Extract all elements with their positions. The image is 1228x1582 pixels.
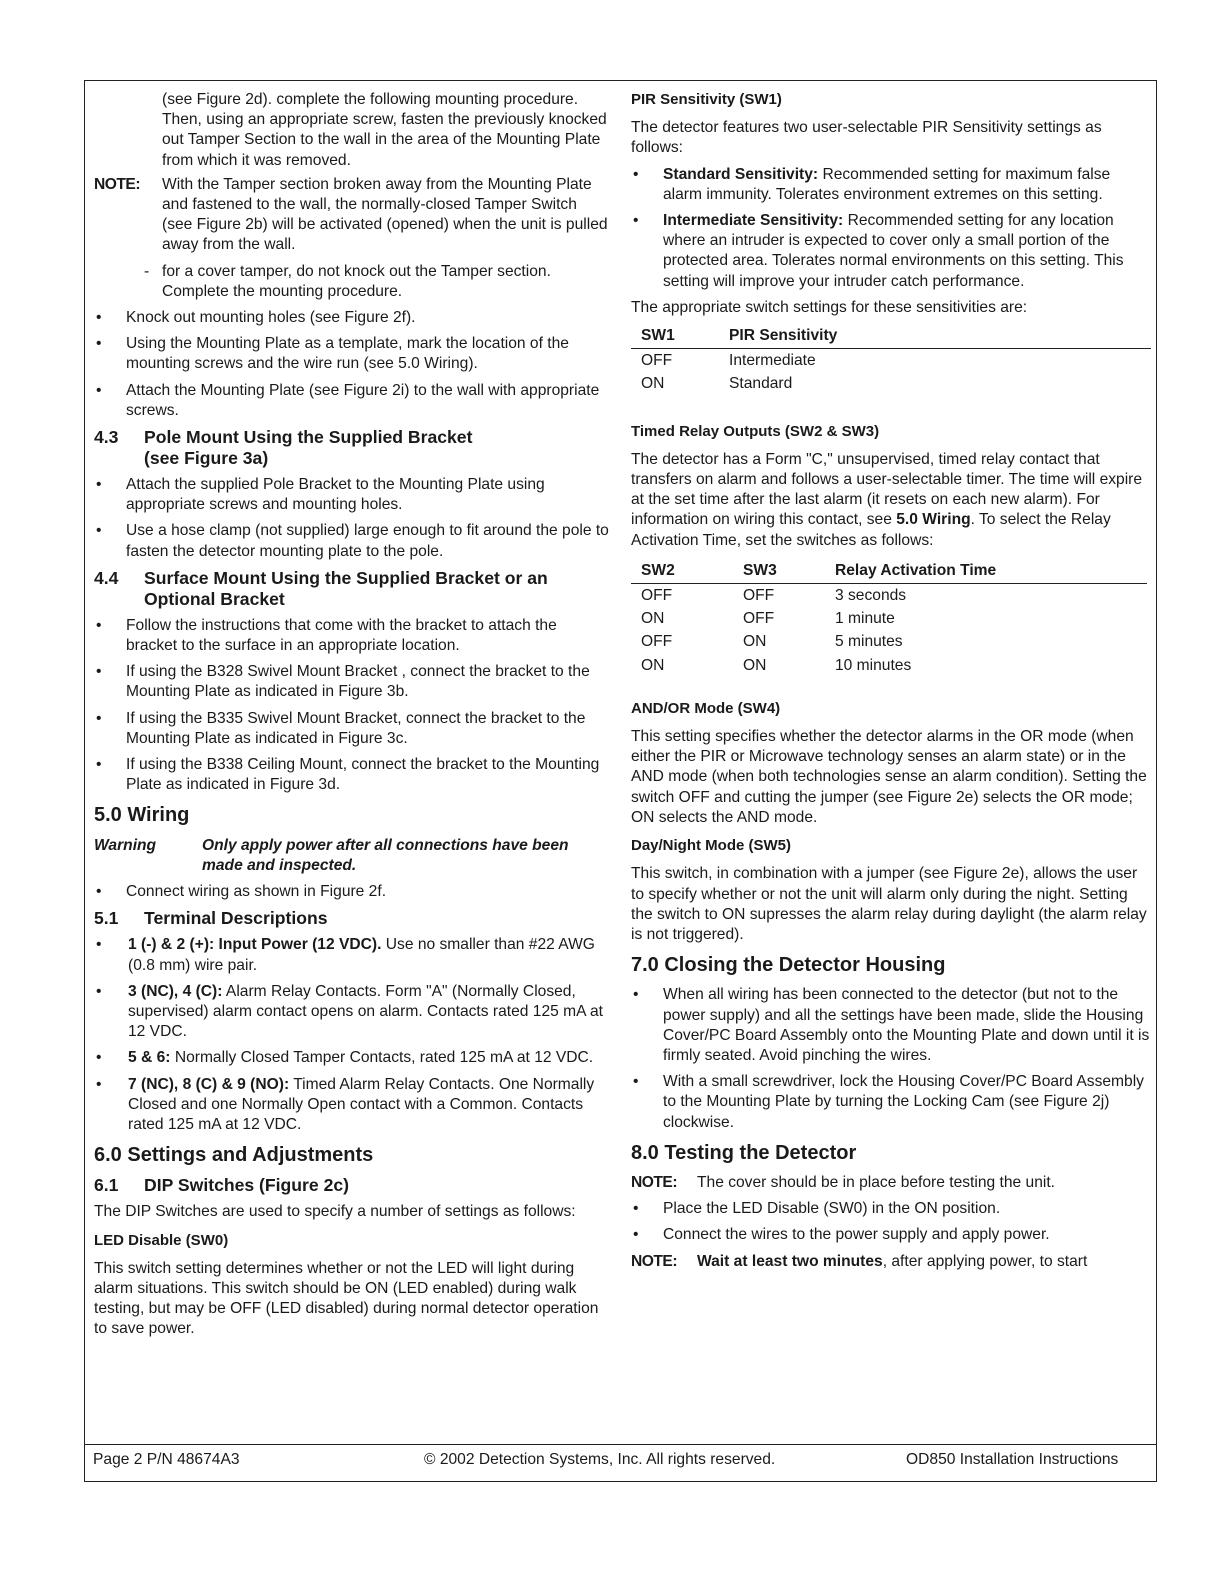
table-header: SW3 (733, 559, 825, 584)
intro-paragraph: (see Figure 2d). complete the following mounting procedure. Then, using an appropriate screw, fasten the previously knocked out Tamper Section to the wall in the area of the Mounting Plate from which it was removed. (162, 91, 607, 169)
table-header: PIR Sensitivity (719, 324, 1151, 349)
table-cell: OFF (641, 352, 673, 370)
note-text: With the Tamper section broken away from the Mounting Plate and fastened to the wall, the normally-closed Tamper Switch (see Figure 2b) will be activated (opened) when the unit is pulled away from the wall. (162, 175, 608, 254)
list-item: • If using the B328 Swivel Mount Bracket , connect the bracket to the Mounting Plate as indicated in Figure 3b. (96, 663, 590, 701)
section-number: 4.3 (94, 427, 119, 448)
footer-copyright: © 2002 Detection Systems, Inc. All rights reserved. (424, 1451, 776, 1468)
terminal-label: 7 (NC), 8 (C) & 9 (NO): (128, 1075, 290, 1093)
terminal-label: 5 & 6: (128, 1049, 171, 1067)
section-4-4-heading (94, 568, 609, 610)
note-label: NOTE: (94, 175, 141, 193)
section-6-1-heading (94, 1175, 609, 1196)
timed-text-part: . To select the Relay Activation Time, set the switches as follows: (631, 511, 1111, 549)
note-text: , after applying power, to start (882, 1252, 1088, 1270)
section-number: 5.1 (94, 908, 119, 929)
list-item: • If using the B338 Ceiling Mount, connect the bracket to the Mounting Plate as indicated in Figure 3d. (96, 756, 600, 794)
table-cell: 3 seconds (835, 587, 907, 605)
led-text: This switch setting determines whether or not the LED will light during alarm situations. This switch should be ON (LED enabled) during walk testing, but may be OFF (LED disabled) during normal detector operation to save power. (94, 1259, 599, 1338)
list-item: • Intermediate Sensitivity: Recommended setting for any location where an intruder is expected to cover only a small portion of the protected area. Tolerates normal environments on this setting. This setting will improve your intruder catch performance. (633, 212, 1124, 290)
terminal-item: • 1 (-) & 2 (+): Input Power (12 VDC). Use no smaller than #22 AWG (0.8 mm) wire pair. (96, 936, 595, 974)
section-number: 6.1 (94, 1175, 119, 1196)
list-item: • Attach the Mounting Plate (see Figure 2i) to the wall with appropriate screws. (96, 381, 600, 419)
table-header: Relay Activation Time (825, 559, 1147, 584)
list-item-text: Attach the supplied Pole Bracket to the Mounting Plate using appropriate screws and mounting holes. (126, 476, 545, 514)
table-cell: OFF (743, 610, 775, 628)
list-item: • Using the Mounting Plate as a template, mark the location of the mounting screws and the wire run (see 5.0 Wiring). (96, 335, 569, 373)
list-item: • Knock out mounting holes (see Figure 2f). (96, 309, 416, 327)
table-cell: 1 minute (835, 610, 895, 628)
terminal-text: Timed Alarm Relay Contacts. One Normally Closed and one Normally Open contact with a Common. Contacts rated 125 mA at 12 VDC. (128, 1075, 595, 1133)
section-title-cont: Optional Bracket (144, 588, 285, 609)
closing-heading: 7.0 Closing the Detector Housing (631, 954, 946, 977)
dash-text: for a cover tamper, do not knock out the Tamper section. Complete the mounting procedure. (162, 262, 551, 300)
footer-doc-title: OD850 Installation Instructions (906, 1451, 1119, 1468)
table-cell: 10 minutes (835, 656, 912, 674)
list-item-text: Recommended setting for maximum false alarm immunity. Tolerates environment extremes on this setting. (663, 165, 1111, 203)
table-header: SW2 (631, 559, 733, 584)
list-item-text: Attach the Mounting Plate (see Figure 2i) to the wall with appropriate screws. (126, 381, 600, 419)
note-text: The cover should be in place before testing the unit. (697, 1173, 1056, 1191)
left-column (94, 90, 609, 1346)
timed-text-part: The detector has a Form "C," unsupervised, timed relay contact that transfers on alarm and follows a user-selectable timer. The time will expire at the set time after the last alarm (it resets on each new alarm). For information on wiring this contact, see (631, 450, 1143, 529)
list-item: • Place the LED Disable (SW0) in the ON position. (633, 1200, 1001, 1218)
timed-text-ref: 5.0 Wiring (896, 511, 971, 529)
section-title: Pole Mount Using the Supplied Bracket (144, 427, 473, 448)
table-cell: ON (641, 610, 665, 628)
timed-text (631, 450, 1151, 551)
list-item-text: Use a hose clamp (not supplied) large enough to fit around the pole to fasten the detector mounting plate to the pole. (126, 522, 609, 560)
list-item-text: Knock out mounting holes (see Figure 2f). (126, 309, 416, 327)
timed-heading: Timed Relay Outputs (SW2 & SW3) (631, 422, 880, 440)
wiring-heading: 5.0 Wiring (94, 804, 190, 827)
terminal-text: Alarm Relay Contacts. Form "A" (Normally Closed, supervised) alarm contact opens on alarm. Contacts rated 125 mA at 12 VDC. (128, 982, 603, 1041)
list-item: • If using the B335 Swivel Mount Bracket, connect the bracket to the Mounting Plate as indicated in Figure 3c. (96, 709, 586, 747)
list-item-text: Using the Mounting Plate as a template, mark the location of the mounting screws and the wire run (see 5.0 Wiring). (126, 335, 569, 373)
table-cell: ON (743, 633, 767, 651)
note-label: NOTE: (631, 1252, 678, 1270)
table-cell: Intermediate (729, 352, 816, 370)
table-cell: ON (641, 375, 665, 393)
led-heading: LED Disable (SW0) (94, 1231, 229, 1249)
table-row (631, 607, 1147, 630)
note-label: NOTE: (631, 1173, 678, 1191)
section-title: Terminal Descriptions (144, 908, 328, 929)
list-item-text: With a small screwdriver, lock the Housing Cover/PC Board Assembly to the Mounting Plate by turning the Locking Cam (see Figure 2j) clockwise. (663, 1073, 1144, 1131)
dash-marker: - (144, 262, 150, 280)
pir-intro: The detector features two user-selectable PIR Sensitivity settings as follows: (631, 119, 1102, 157)
table-header-row (631, 324, 1151, 349)
list-item-label: Standard Sensitivity: (663, 165, 819, 183)
list-item-text: Recommended setting for any location where an intruder is expected to cover only a small portion of the protected area. Tolerates normal environments on this setting. This setting will improve your intruder catch performance. (663, 212, 1124, 290)
day-text: This switch, in combination with a jumper (see Figure 2e), allows the user to specify whether or not the unit will alarm only during the night. Setting the switch to ON supresses the alarm relay during daylight (the alarm relay is not triggered). (631, 865, 1147, 943)
table-header: SW1 (631, 324, 719, 349)
dip-intro: The DIP Switches are used to specify a number of settings as follows: (94, 1203, 576, 1221)
table-cell: OFF (641, 633, 673, 651)
terminal-text: Use no smaller than #22 AWG (0.8 mm) wire pair. (128, 936, 595, 974)
list-item: • Standard Sensitivity: Recommended setting for maximum false alarm immunity. Tolerates environment extremes on this setting. (633, 165, 1111, 203)
warning-label: Warning (94, 836, 157, 854)
section-title-cont: (see Figure 3a) (144, 448, 269, 469)
note-cover (631, 1173, 1151, 1193)
settings-heading: 6.0 Settings and Adjustments (94, 1144, 374, 1167)
list-item-text: Follow the instructions that come with the bracket to attach the bracket to the surface in an appropriate location. (126, 616, 557, 655)
andor-text: This setting specifies whether the detector alarms in the OR mode (when either the PIR or Microwave technology senses an alarm state) or in the AND mode (when both technologies sense an alarm condition). Setting the switch OFF and cutting the jumper (see Figure 2e) selects the OR mode; ON selects the AND mode. (631, 728, 1147, 826)
terminal-label: 3 (NC), 4 (C): (128, 982, 223, 1000)
section-title: DIP Switches (Figure 2c) (144, 1175, 349, 1196)
list-item: • When all wiring has been connected to the detector (but not to the power supply) and all the settings have been made, slide the Housing Cover/PC Board Assembly onto the Mounting Plate and down until it is firmly seated. Avoid pinching the wires. (633, 986, 1150, 1064)
note-bold: Wait at least two minutes (697, 1252, 883, 1270)
list-item-text: If using the B328 Swivel Mount Bracket , connect the bracket to the Mounting Plate as indicated in Figure 3b. (126, 663, 590, 701)
table-header-row (631, 559, 1147, 584)
list-item-text: If using the B338 Ceiling Mount, connect the bracket to the Mounting Plate as indicated in Figure 3d. (126, 756, 600, 794)
terminal-item: • 7 (NC), 8 (C) & 9 (NO): Timed Alarm Relay Contacts. One Normally Closed and one Normally Open contact with a Common. Contacts rated 125 mA at 12 VDC. (96, 1075, 595, 1133)
table-cell: 5 minutes (835, 633, 903, 651)
table-cell: OFF (641, 587, 673, 605)
table-cell: Standard (729, 375, 793, 393)
list-item: • Connect wiring as shown in Figure 2f. (96, 883, 387, 901)
list-item-text: Connect the wires to the power supply and apply power. (663, 1226, 1050, 1244)
section-number: 4.4 (94, 567, 119, 588)
pir-heading: PIR Sensitivity (SW1) (631, 91, 782, 108)
testing-heading: 8.0 Testing the Detector (631, 1141, 857, 1164)
list-item-text: When all wiring has been connected to the detector (but not to the power supply) and all the settings have been made, slide the Housing Cover/PC Board Assembly onto the Mounting Plate and down until it is firmly seated. Avoid pinching the wires. (663, 986, 1150, 1064)
note-tamper (94, 175, 609, 256)
right-column (631, 90, 1151, 1278)
dash-item (94, 262, 609, 302)
list-item-label: Intermediate Sensitivity: (663, 212, 844, 230)
list-item: • With a small screwdriver, lock the Housing Cover/PC Board Assembly to the Mounting Plate by turning the Locking Cam (see Figure 2j) clockwise. (633, 1073, 1144, 1131)
day-heading: Day/Night Mode (SW5) (631, 837, 791, 855)
table-row (631, 372, 1151, 395)
table-row (631, 630, 1147, 653)
list-item: • Use a hose clamp (not supplied) large enough to fit around the pole to fasten the detector mounting plate to the pole. (96, 522, 609, 560)
footer-rule (84, 1444, 1157, 1445)
terminal-label: 1 (-) & 2 (+): Input Power (12 VDC). (128, 936, 382, 954)
list-item: • Follow the instructions that come with the bracket to attach the bracket to the surface in an appropriate location. (96, 616, 557, 655)
terminal-item: • 5 & 6: Normally Closed Tamper Contacts, rated 125 mA at 12 VDC. (96, 1049, 594, 1067)
section-4-3-heading (94, 427, 609, 469)
footer-page: Page 2 P/N 48674A3 (93, 1451, 240, 1468)
table-cell: OFF (743, 587, 775, 605)
list-item-text: Connect wiring as shown in Figure 2f. (126, 883, 387, 901)
table-cell: ON (641, 656, 665, 674)
table-cell: ON (743, 656, 767, 674)
list-item-text: If using the B335 Swivel Mount Bracket, connect the bracket to the Mounting Plate as indicated in Figure 3c. (126, 709, 586, 747)
list-item-text: Place the LED Disable (SW0) in the ON position. (663, 1200, 1001, 1218)
section-title: Surface Mount Using the Supplied Bracket or an (144, 567, 548, 588)
terminal-text: Normally Closed Tamper Contacts, rated 125 mA at 12 VDC. (174, 1049, 594, 1067)
terminal-item: • 3 (NC), 4 (C): Alarm Relay Contacts. Form "A" (Normally Closed, supervised) alarm contact opens on alarm. Contacts rated 125 mA at 12 VDC. (96, 982, 603, 1041)
pir-after: The appropriate switch settings for these sensitivities are: (631, 298, 1028, 316)
andor-heading: AND/OR Mode (SW4) (631, 699, 781, 717)
section-5-1-heading (94, 908, 609, 929)
list-item: • Connect the wires to the power supply and apply power. (633, 1226, 1050, 1244)
table-row (631, 654, 1147, 677)
pir-table (631, 324, 1151, 396)
warning-text: Only apply power after all connections have been made and inspected. (202, 836, 569, 874)
table-row (631, 349, 1151, 373)
note-wait (631, 1252, 1151, 1272)
table-row (631, 584, 1147, 608)
list-item: • Attach the supplied Pole Bracket to the Mounting Plate using appropriate screws and mounting holes. (96, 476, 545, 514)
warning-note (94, 836, 609, 876)
relay-table (631, 559, 1147, 677)
